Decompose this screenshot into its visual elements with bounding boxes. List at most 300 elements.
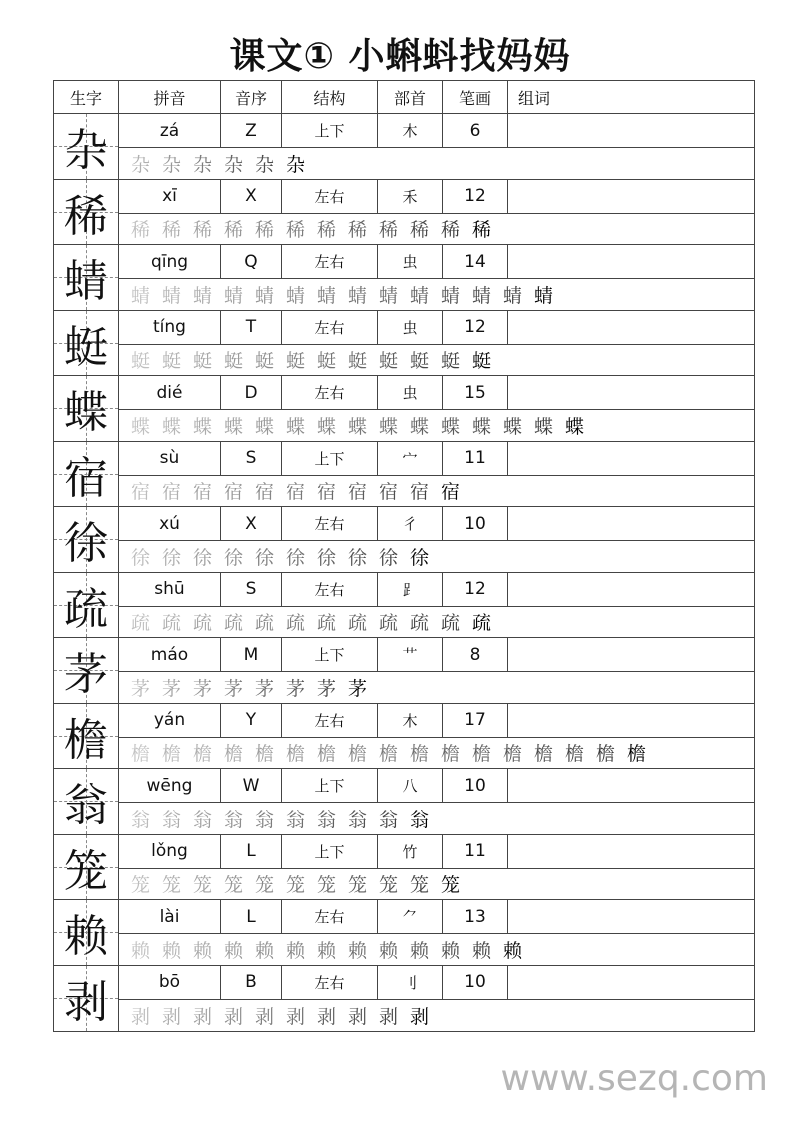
stroke-step: 蜓 [409, 350, 429, 373]
stroke-step: 檐 [626, 743, 646, 766]
header-pinyin: 拼音 [119, 81, 221, 113]
stroke-step: 蜻 [471, 284, 491, 307]
pinyin: bō [119, 966, 221, 999]
character-grid [54, 311, 119, 376]
stroke-step: 蝶 [192, 415, 212, 438]
stroke-step: 檐 [223, 743, 243, 766]
stroke-step: 疏 [316, 612, 336, 635]
stroke-step: 蜻 [130, 284, 150, 307]
stroke-step: 笼 [130, 874, 150, 897]
stroke-step: 徐 [130, 546, 150, 569]
stroke-step: 笼 [440, 874, 460, 897]
table-row [54, 311, 754, 377]
stroke-step: 稀 [223, 219, 243, 242]
stroke-step: 杂 [161, 153, 181, 176]
initial: M [221, 638, 282, 671]
stroke-step: 蜻 [161, 284, 181, 307]
structure: 左右 [282, 245, 378, 278]
structure: 上下 [282, 114, 378, 147]
radical: 刂 [378, 966, 443, 999]
stroke-step: 徐 [409, 546, 429, 569]
stroke-count: 6 [443, 114, 508, 147]
radical: 彳 [378, 507, 443, 540]
stroke-step: 笼 [223, 874, 243, 897]
table-row [54, 376, 754, 442]
character-grid [54, 376, 119, 441]
stroke-step: 徐 [223, 546, 243, 569]
character-grid [54, 245, 119, 310]
words-field[interactable] [508, 442, 754, 475]
stroke-step: 宿 [254, 481, 274, 504]
stroke-step: 剥 [161, 1005, 181, 1028]
structure: 左右 [282, 900, 378, 933]
header-char: 生字 [54, 81, 119, 113]
character: 剥 [64, 977, 108, 1029]
table-row [54, 114, 754, 180]
stroke-step: 茅 [347, 677, 367, 700]
stroke-step: 稀 [378, 219, 398, 242]
character: 檐 [64, 714, 108, 766]
stroke-step: 蜓 [471, 350, 491, 373]
words-field[interactable] [508, 245, 754, 278]
stroke-step: 徐 [254, 546, 274, 569]
stroke-step: 剥 [192, 1005, 212, 1028]
stroke-step: 笼 [409, 874, 429, 897]
stroke-step: 赖 [161, 939, 181, 962]
stroke-step: 蝶 [347, 415, 367, 438]
stroke-step: 疏 [192, 612, 212, 635]
stroke-step: 蜓 [130, 350, 150, 373]
structure: 上下 [282, 835, 378, 868]
pinyin: sù [119, 442, 221, 475]
stroke-step: 蝶 [285, 415, 305, 438]
initial: W [221, 769, 282, 802]
stroke-step: 蜻 [347, 284, 367, 307]
radical: ⻊ [378, 573, 443, 606]
stroke-step: 翁 [409, 808, 429, 831]
stroke-step: 疏 [223, 612, 243, 635]
stroke-step: 稀 [440, 219, 460, 242]
words-field[interactable] [508, 900, 754, 933]
pinyin: wēng [119, 769, 221, 802]
watermark: www.sezq.com [500, 1058, 768, 1099]
page-title: 课文① 小蝌蚪找妈妈 [229, 36, 571, 77]
stroke-count: 11 [443, 835, 508, 868]
stroke-step: 稀 [161, 219, 181, 242]
character-grid [54, 769, 119, 834]
stroke-count: 12 [443, 180, 508, 213]
initial: S [221, 573, 282, 606]
radical: 八 [378, 769, 443, 802]
table-row [54, 704, 754, 770]
stroke-step: 翁 [254, 808, 274, 831]
table-row [54, 900, 754, 966]
stroke-step: 茅 [130, 677, 150, 700]
table-row [54, 245, 754, 311]
stroke-step: 剥 [409, 1005, 429, 1028]
stroke-step: 剥 [285, 1005, 305, 1028]
stroke-count: 15 [443, 376, 508, 409]
stroke-step: 蝶 [254, 415, 274, 438]
stroke-step: 蜓 [440, 350, 460, 373]
stroke-step: 蜻 [316, 284, 336, 307]
character: 徐 [64, 518, 108, 570]
stroke-step: 翁 [130, 808, 150, 831]
pinyin: dié [119, 376, 221, 409]
stroke-order [119, 279, 754, 310]
stroke-step: 蜻 [440, 284, 460, 307]
character: 蜻 [64, 256, 108, 308]
character: 笼 [64, 845, 108, 897]
stroke-step: 檐 [378, 743, 398, 766]
character-grid [54, 180, 119, 245]
stroke-step: 蜻 [533, 284, 553, 307]
stroke-step: 蝶 [223, 415, 243, 438]
header-initial: 音序 [221, 81, 282, 113]
structure: 左右 [282, 311, 378, 344]
stroke-step: 宿 [440, 481, 460, 504]
character-grid [54, 835, 119, 900]
stroke-step: 徐 [316, 546, 336, 569]
initial: S [221, 442, 282, 475]
stroke-step: 徐 [285, 546, 305, 569]
stroke-order [119, 934, 754, 965]
stroke-step: 疏 [440, 612, 460, 635]
stroke-count: 10 [443, 769, 508, 802]
stroke-step: 蝶 [533, 415, 553, 438]
words-field[interactable] [508, 311, 754, 344]
table-row [54, 507, 754, 573]
stroke-step: 宿 [378, 481, 398, 504]
initial: X [221, 507, 282, 540]
stroke-step: 赖 [502, 939, 522, 962]
table-row [54, 442, 754, 508]
stroke-step: 剥 [223, 1005, 243, 1028]
stroke-order [119, 541, 754, 572]
character: 赖 [64, 911, 108, 963]
radical: 艹 [378, 638, 443, 671]
table-row [54, 966, 754, 1032]
stroke-step: 蜓 [161, 350, 181, 373]
character: 蜓 [64, 321, 108, 373]
stroke-order [119, 869, 754, 900]
stroke-count: 13 [443, 900, 508, 933]
words-field[interactable] [508, 966, 754, 999]
stroke-step: 檐 [533, 743, 553, 766]
stroke-step: 赖 [409, 939, 429, 962]
stroke-step: 赖 [285, 939, 305, 962]
stroke-count: 12 [443, 573, 508, 606]
stroke-step: 徐 [192, 546, 212, 569]
stroke-step: 茅 [192, 677, 212, 700]
stroke-step: 翁 [192, 808, 212, 831]
stroke-step: 宿 [316, 481, 336, 504]
stroke-step: 翁 [223, 808, 243, 831]
stroke-step: 檐 [564, 743, 584, 766]
stroke-step: 宿 [192, 481, 212, 504]
stroke-step: 蜓 [316, 350, 336, 373]
pinyin: qīng [119, 245, 221, 278]
structure: 上下 [282, 442, 378, 475]
stroke-step: 徐 [161, 546, 181, 569]
stroke-step: 翁 [378, 808, 398, 831]
table-row [54, 180, 754, 246]
pinyin: lǒng [119, 835, 221, 868]
structure: 左右 [282, 507, 378, 540]
stroke-step: 稀 [471, 219, 491, 242]
character-grid [54, 573, 119, 638]
stroke-step: 宿 [409, 481, 429, 504]
radical: 木 [378, 704, 443, 737]
stroke-step: 宿 [130, 481, 150, 504]
stroke-step: 徐 [347, 546, 367, 569]
character: 疏 [64, 583, 108, 635]
structure: 左右 [282, 180, 378, 213]
words-field[interactable] [508, 573, 754, 606]
stroke-step: 赖 [130, 939, 150, 962]
stroke-step: 疏 [409, 612, 429, 635]
header-strokes: 笔画 [443, 81, 508, 113]
character-grid [54, 638, 119, 703]
stroke-step: 檐 [502, 743, 522, 766]
stroke-step: 赖 [378, 939, 398, 962]
stroke-step: 茅 [285, 677, 305, 700]
character-grid [54, 966, 119, 1032]
stroke-step: 檐 [192, 743, 212, 766]
words-field[interactable] [508, 507, 754, 540]
pinyin: xī [119, 180, 221, 213]
initial: D [221, 376, 282, 409]
stroke-order [119, 738, 754, 769]
stroke-step: 稀 [130, 219, 150, 242]
radical: 虫 [378, 245, 443, 278]
initial: Q [221, 245, 282, 278]
stroke-step: 剥 [347, 1005, 367, 1028]
table-row [54, 769, 754, 835]
stroke-step: 蜻 [409, 284, 429, 307]
character-grid [54, 114, 119, 179]
stroke-step: 檐 [471, 743, 491, 766]
stroke-step: 蝶 [440, 415, 460, 438]
stroke-order [119, 672, 754, 703]
stroke-step: 徐 [378, 546, 398, 569]
structure: 左右 [282, 573, 378, 606]
character-grid [54, 704, 119, 769]
stroke-step: 赖 [440, 939, 460, 962]
table-row [54, 638, 754, 704]
stroke-step: 赖 [347, 939, 367, 962]
structure: 左右 [282, 966, 378, 999]
table-row [54, 835, 754, 901]
radical: 竹 [378, 835, 443, 868]
stroke-step: 赖 [471, 939, 491, 962]
stroke-step: 蜓 [223, 350, 243, 373]
stroke-count: 11 [443, 442, 508, 475]
stroke-step: 檐 [316, 743, 336, 766]
radical: 宀 [378, 442, 443, 475]
stroke-step: 蜓 [347, 350, 367, 373]
pinyin: xú [119, 507, 221, 540]
stroke-step: 檐 [130, 743, 150, 766]
stroke-step: 杂 [192, 153, 212, 176]
character: 稀 [64, 190, 108, 242]
character-grid [54, 442, 119, 507]
stroke-step: 蝶 [409, 415, 429, 438]
radical: 虫 [378, 311, 443, 344]
stroke-step: 杂 [285, 153, 305, 176]
words-field[interactable] [508, 638, 754, 671]
stroke-step: 蜓 [285, 350, 305, 373]
stroke-order [119, 1000, 754, 1032]
stroke-step: 蜻 [192, 284, 212, 307]
stroke-step: 疏 [130, 612, 150, 635]
stroke-step: 笼 [316, 874, 336, 897]
stroke-step: 蜓 [254, 350, 274, 373]
stroke-step: 蝶 [130, 415, 150, 438]
stroke-step: 赖 [316, 939, 336, 962]
stroke-step: 茅 [161, 677, 181, 700]
stroke-step: 剥 [254, 1005, 274, 1028]
stroke-step: 笼 [254, 874, 274, 897]
structure: 左右 [282, 704, 378, 737]
stroke-step: 稀 [254, 219, 274, 242]
stroke-step: 宿 [285, 481, 305, 504]
stroke-step: 蜻 [254, 284, 274, 307]
stroke-step: 稀 [347, 219, 367, 242]
header-structure: 结构 [282, 81, 378, 113]
stroke-order [119, 214, 754, 245]
stroke-step: 檐 [254, 743, 274, 766]
stroke-step: 疏 [254, 612, 274, 635]
character: 蝶 [64, 387, 108, 439]
header-words: 组词 [518, 88, 551, 108]
stroke-step: 檐 [409, 743, 429, 766]
words-field[interactable] [508, 704, 754, 737]
stroke-step: 稀 [285, 219, 305, 242]
stroke-step: 剥 [130, 1005, 150, 1028]
initial: X [221, 180, 282, 213]
initial: L [221, 835, 282, 868]
structure: 上下 [282, 769, 378, 802]
stroke-order [119, 476, 754, 507]
stroke-order [119, 607, 754, 638]
words-field[interactable] [508, 835, 754, 868]
stroke-step: 疏 [285, 612, 305, 635]
words-field[interactable] [508, 114, 754, 147]
stroke-step: 疏 [347, 612, 367, 635]
radical: 虫 [378, 376, 443, 409]
stroke-step: 杂 [130, 153, 150, 176]
stroke-step: 剥 [316, 1005, 336, 1028]
pinyin: lài [119, 900, 221, 933]
stroke-step: 檐 [440, 743, 460, 766]
stroke-step: 蜻 [502, 284, 522, 307]
stroke-count: 10 [443, 507, 508, 540]
stroke-step: 檐 [161, 743, 181, 766]
stroke-step: 蜓 [378, 350, 398, 373]
pinyin: yán [119, 704, 221, 737]
words-field[interactable] [508, 769, 754, 802]
radical: 木 [378, 114, 443, 147]
initial: Z [221, 114, 282, 147]
character-grid [54, 900, 119, 965]
stroke-order [119, 803, 754, 834]
stroke-step: 翁 [347, 808, 367, 831]
stroke-step: 蝶 [161, 415, 181, 438]
stroke-step: 笼 [347, 874, 367, 897]
stroke-step: 翁 [161, 808, 181, 831]
stroke-step: 稀 [409, 219, 429, 242]
stroke-step: 笼 [285, 874, 305, 897]
stroke-count: 17 [443, 704, 508, 737]
stroke-step: 蝶 [564, 415, 584, 438]
stroke-step: 宿 [223, 481, 243, 504]
initial: L [221, 900, 282, 933]
character-grid [54, 507, 119, 572]
stroke-step: 茅 [223, 677, 243, 700]
stroke-step: 蜻 [223, 284, 243, 307]
structure: 上下 [282, 638, 378, 671]
stroke-step: 翁 [316, 808, 336, 831]
stroke-step: 茅 [254, 677, 274, 700]
radical: ⺈ [378, 900, 443, 933]
stroke-order [119, 148, 754, 179]
stroke-step: 蝶 [378, 415, 398, 438]
pinyin: máo [119, 638, 221, 671]
stroke-step: 蝶 [502, 415, 522, 438]
stroke-step: 蜻 [378, 284, 398, 307]
stroke-step: 疏 [161, 612, 181, 635]
table-row [54, 573, 754, 639]
stroke-step: 蜓 [192, 350, 212, 373]
stroke-step: 赖 [254, 939, 274, 962]
stroke-step: 笼 [378, 874, 398, 897]
stroke-step: 赖 [192, 939, 212, 962]
table-header [54, 81, 754, 114]
pinyin: shū [119, 573, 221, 606]
character: 翁 [64, 780, 108, 832]
radical: 禾 [378, 180, 443, 213]
stroke-step: 剥 [378, 1005, 398, 1028]
stroke-count: 8 [443, 638, 508, 671]
stroke-step: 蝶 [316, 415, 336, 438]
stroke-step: 稀 [192, 219, 212, 242]
words-field[interactable] [508, 180, 754, 213]
pinyin: zá [119, 114, 221, 147]
stroke-step: 茅 [316, 677, 336, 700]
stroke-step: 笼 [161, 874, 181, 897]
words-field[interactable] [508, 376, 754, 409]
stroke-step: 杂 [254, 153, 274, 176]
character: 茅 [64, 649, 108, 701]
stroke-step: 疏 [471, 612, 491, 635]
header-radical: 部首 [378, 81, 443, 113]
character-table [53, 80, 755, 1032]
structure: 左右 [282, 376, 378, 409]
stroke-step: 蝶 [471, 415, 491, 438]
stroke-count: 12 [443, 311, 508, 344]
stroke-step: 檐 [285, 743, 305, 766]
initial: B [221, 966, 282, 999]
initial: Y [221, 704, 282, 737]
stroke-step: 笼 [192, 874, 212, 897]
stroke-step: 赖 [223, 939, 243, 962]
stroke-count: 10 [443, 966, 508, 999]
stroke-order [119, 345, 754, 376]
stroke-order [119, 410, 754, 441]
stroke-step: 檐 [595, 743, 615, 766]
character: 杂 [64, 125, 108, 177]
